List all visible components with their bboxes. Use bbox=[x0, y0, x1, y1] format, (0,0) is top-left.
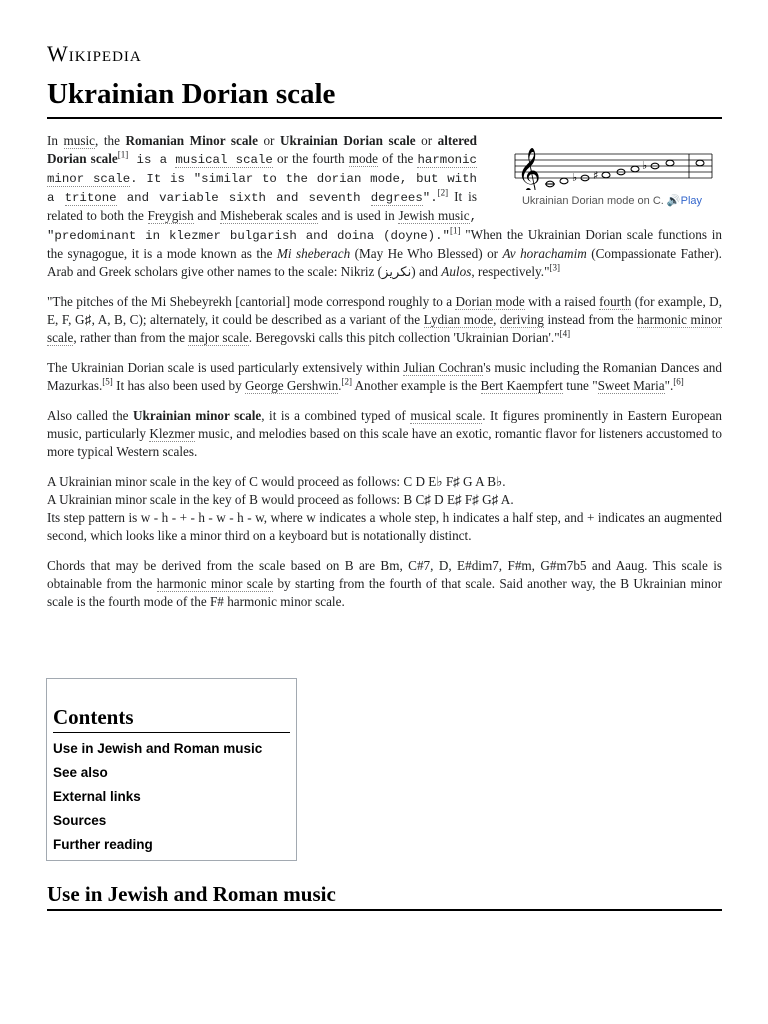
text: tune " bbox=[562, 378, 598, 393]
caption-text: Ukrainian Dorian mode on C. bbox=[521, 195, 664, 207]
citation[interactable]: [2] bbox=[437, 187, 449, 198]
paragraph-pitches bbox=[47, 293, 722, 347]
link-tritone[interactable]: tritone bbox=[64, 191, 117, 205]
text: instead from the bbox=[543, 312, 638, 327]
citation[interactable]: [2] bbox=[341, 376, 352, 387]
text: , the bbox=[95, 133, 126, 148]
text: or bbox=[415, 133, 438, 148]
text: (for example, D, E, F, G♯, A, B, C); alternately, it could be described as a variant of the bbox=[47, 294, 723, 327]
paragraph-ukrainian-minor bbox=[47, 407, 722, 461]
link-harmonic-minor-scale[interactable]: harmonic minor scale bbox=[47, 153, 477, 186]
link-george-gershwin[interactable]: George Gershwin bbox=[245, 378, 339, 393]
text: is a bbox=[128, 153, 176, 167]
svg-text:𝄞: 𝄞 bbox=[517, 148, 541, 190]
text: , rather than from the bbox=[73, 330, 189, 345]
paragraph-chords bbox=[47, 557, 722, 611]
link-fourth[interactable]: fourth bbox=[599, 294, 632, 309]
link-musical-scale[interactable]: musical scale bbox=[175, 153, 273, 167]
play-label: Play bbox=[680, 195, 703, 207]
bold-term: Romanian Minor scale bbox=[125, 133, 258, 148]
link-dorian-mode[interactable]: Dorian mode bbox=[455, 294, 525, 309]
text: "The pitches of the Mi Shebeyrekh [cantorial] mode correspond roughly to a bbox=[47, 294, 456, 309]
section-heading: Use in Jewish and Roman music bbox=[47, 882, 336, 906]
paragraph-keys bbox=[47, 473, 722, 545]
text: ". bbox=[422, 191, 438, 205]
text: Also called the bbox=[47, 408, 134, 423]
text: . It is "similar to the dorian mode, but with a bbox=[47, 172, 477, 205]
bold-term: Ukrainian Dorian scale bbox=[279, 133, 416, 148]
text: of the bbox=[378, 151, 418, 166]
link-music[interactable]: music bbox=[63, 133, 96, 148]
text: , it is a combined typed of bbox=[261, 408, 411, 423]
link-sweet-maria[interactable]: Sweet Maria bbox=[597, 378, 665, 393]
bold-term: Ukrainian minor scale bbox=[133, 408, 262, 423]
text: Another example is the bbox=[351, 378, 481, 393]
link-lydian-mode[interactable]: Lydian mode bbox=[423, 312, 494, 327]
text: It has also been used by bbox=[112, 378, 246, 393]
toc-item[interactable]: Sources bbox=[53, 813, 107, 828]
link-degrees[interactable]: degrees bbox=[370, 191, 423, 205]
section-divider bbox=[47, 909, 722, 911]
text: . bbox=[338, 378, 342, 393]
text: A Ukrainian minor scale in the key of C would proceed as follows: C D E♭ F♯ G A B♭. bbox=[47, 474, 506, 489]
text: by starting from the fourth of that scale. Said another way, the B Ukrainian minor scale is the fourth mode of the F# harmonic minor scale. bbox=[47, 576, 722, 609]
text: or the fourth bbox=[272, 151, 349, 166]
toc-item[interactable]: Use in Jewish and Roman music bbox=[53, 741, 263, 756]
link-julian-cochran[interactable]: Julian Cochran bbox=[403, 360, 484, 375]
toc-list bbox=[53, 737, 290, 857]
toc-item[interactable]: Further reading bbox=[53, 837, 153, 852]
link-bert-kaempfert[interactable]: Bert Kaempfert bbox=[480, 378, 563, 393]
citation[interactable]: [1] bbox=[450, 225, 461, 236]
musical-staff-image bbox=[507, 142, 717, 190]
link-jewish-music[interactable]: Jewish music bbox=[398, 208, 470, 223]
text: . Beregovski calls this pitch collection 'Ukrainian Dorian'." bbox=[248, 330, 560, 345]
text: The Ukrainian Dorian scale is used particularly extensively within bbox=[47, 360, 404, 375]
citation[interactable]: [5] bbox=[102, 376, 113, 387]
text: and bbox=[193, 208, 221, 223]
table-of-contents bbox=[46, 678, 297, 861]
link-klezmer[interactable]: Klezmer bbox=[149, 426, 195, 441]
text: and is used in bbox=[317, 208, 399, 223]
text: or bbox=[257, 133, 280, 148]
text: A Ukrainian minor scale in the key of B would proceed as follows: B C♯ D E♯ F♯ G♯ A. bbox=[47, 492, 514, 507]
svg-text:♭: ♭ bbox=[642, 159, 648, 172]
toc-title: Contents bbox=[53, 705, 290, 733]
citation[interactable]: [3] bbox=[549, 262, 560, 273]
text: with a raised bbox=[524, 294, 600, 309]
title-divider bbox=[47, 117, 722, 119]
link-harmonic-minor-scale[interactable]: harmonic minor scale bbox=[47, 312, 722, 345]
text: In bbox=[47, 133, 64, 148]
text: , bbox=[493, 312, 500, 327]
play-audio-button[interactable] bbox=[667, 195, 702, 207]
svg-text:♭: ♭ bbox=[572, 171, 578, 184]
wikipedia-wordmark[interactable]: Wikipedia bbox=[47, 41, 142, 66]
text: , "predominant in klezmer bulgarish and doina (doyne)." bbox=[47, 210, 477, 243]
speaker-icon: 🔊 bbox=[666, 195, 681, 207]
text: (Compassionate Father). Arab and Greek scholars give other names to the scale: Nikriz (نكريز) and bbox=[47, 246, 722, 279]
link-major-scale[interactable]: major scale bbox=[188, 330, 249, 345]
citation[interactable]: [6] bbox=[673, 376, 684, 387]
text: Its step pattern is w - h - + - h - w - h - w, where w indicates a whole step, h indicates a half step, and + indicates an augmented second, which looks like a minor third on a keyboard but is notationally distinct. bbox=[47, 510, 722, 543]
text: music, and melodies based on this scale have an exotic, romantic flavor for listeners accustomed to more typical Western scales. bbox=[47, 426, 722, 459]
text: and variable sixth and seventh bbox=[116, 191, 371, 205]
toc-item[interactable]: External links bbox=[53, 789, 141, 804]
text: Chords that may be derived from the scale based on B are Bm, C#7, D, E#dim7, F#m, G#m7b5 and Aaug. This scale is obtainable from the bbox=[47, 558, 722, 591]
italic-term: Aulos bbox=[441, 264, 472, 279]
link-harmonic-minor-scale[interactable]: harmonic minor scale bbox=[156, 576, 274, 591]
link-misheberak-scales[interactable]: Misheberak scales bbox=[220, 208, 318, 223]
text: 's music including the Romanian Dances and Mazurkas. bbox=[47, 360, 722, 393]
text: ". bbox=[664, 378, 674, 393]
link-freygish[interactable]: Freygish bbox=[147, 208, 194, 223]
text: It is related to both the bbox=[47, 189, 477, 223]
article-body bbox=[47, 132, 722, 623]
paragraph-usage bbox=[47, 359, 722, 395]
figure-caption bbox=[502, 194, 722, 208]
link-mode[interactable]: mode bbox=[348, 151, 379, 166]
svg-text:♯: ♯ bbox=[593, 169, 599, 182]
link-deriving[interactable]: deriving bbox=[499, 312, 544, 327]
scale-figure bbox=[502, 142, 722, 208]
toc-item[interactable]: See also bbox=[53, 765, 108, 780]
text: "When the Ukrainian Dorian scale functions in the synagogue, it is a mode known as the bbox=[47, 227, 722, 261]
link-musical-scale[interactable]: musical scale bbox=[410, 408, 483, 423]
page-title: Ukrainian Dorian scale bbox=[47, 78, 336, 110]
text: (May He Who Blessed) or bbox=[350, 246, 503, 261]
italic-term: Av horachamim bbox=[502, 246, 587, 261]
bold-term: altered Dorian scale bbox=[47, 133, 477, 166]
citation[interactable]: [1] bbox=[117, 149, 129, 160]
text: , respectively." bbox=[471, 264, 550, 279]
citation[interactable]: [4] bbox=[559, 328, 571, 339]
text: . It figures prominently in Eastern European music, particularly bbox=[47, 408, 723, 441]
italic-term: Mi sheberach bbox=[276, 246, 351, 261]
